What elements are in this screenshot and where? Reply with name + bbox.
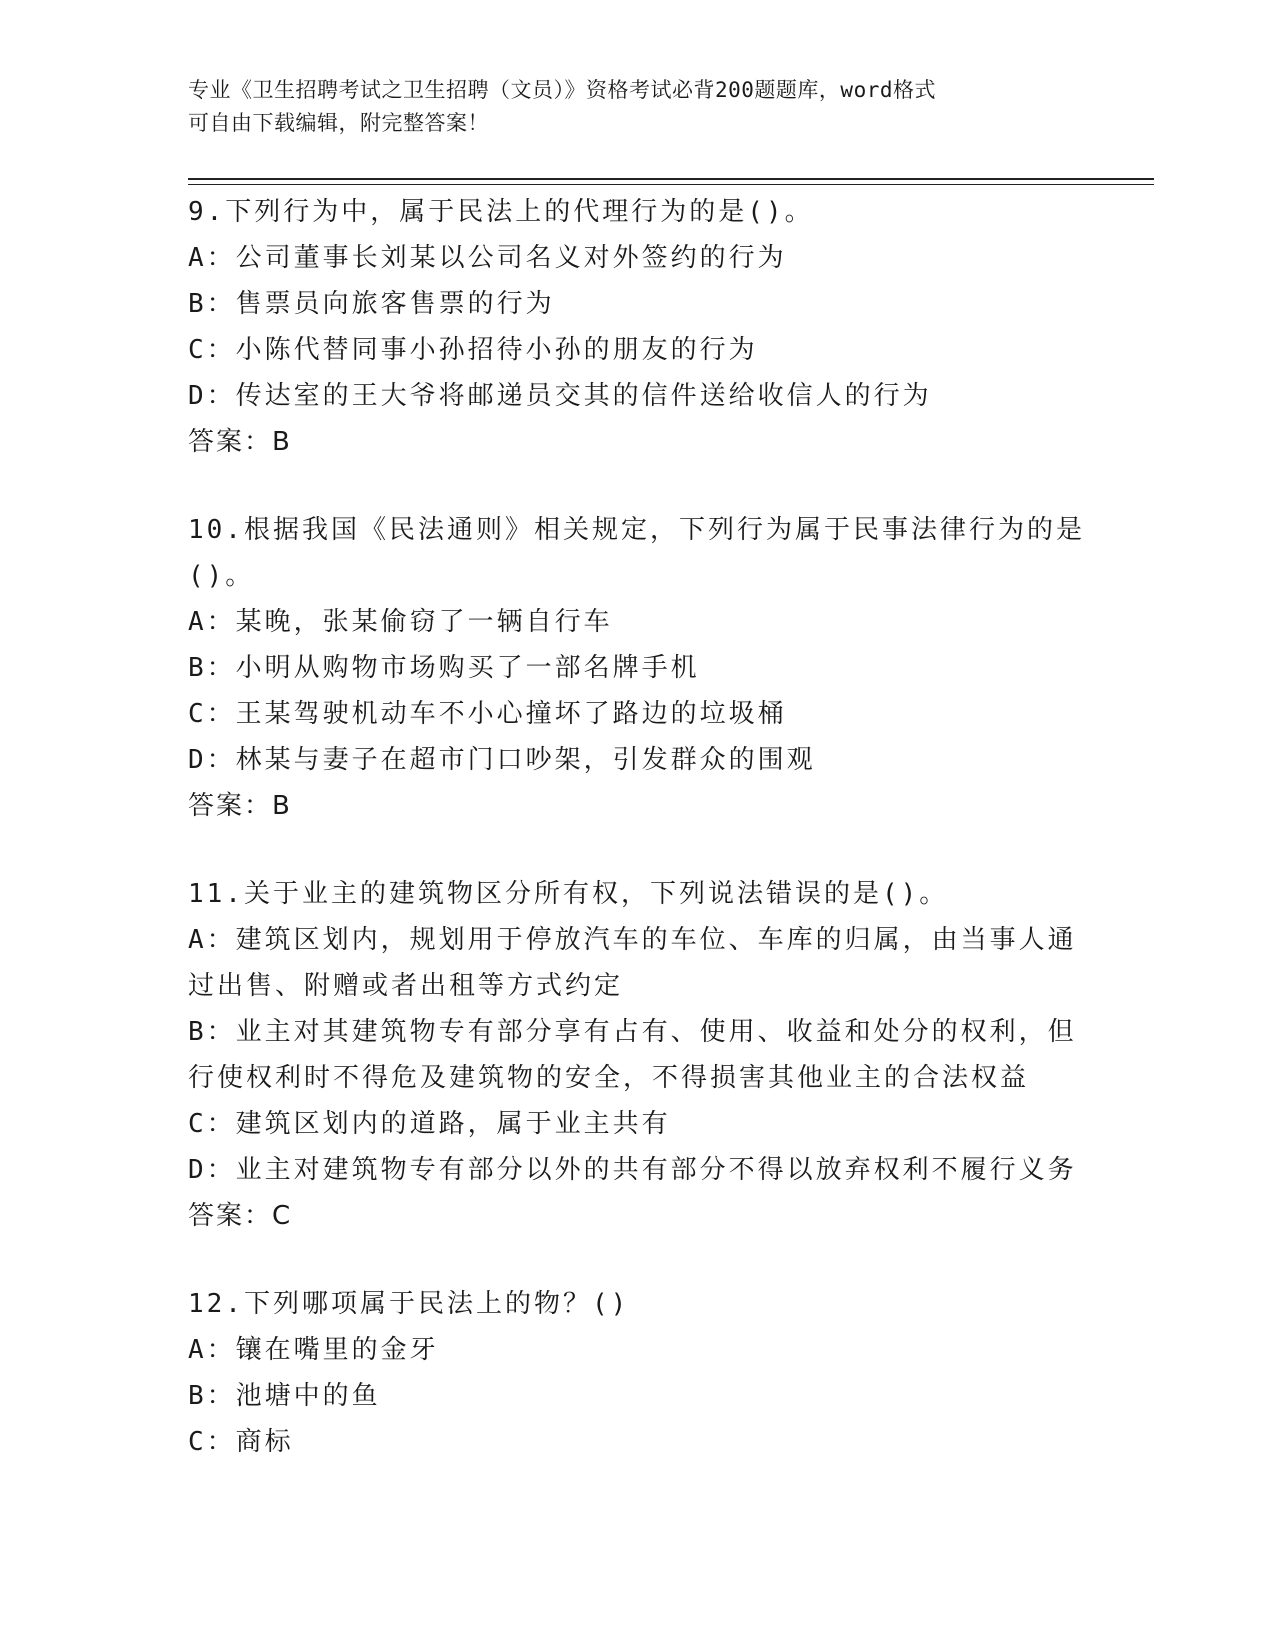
answer-option: C：商标 <box>188 1427 294 1457</box>
question-block <box>188 871 1088 1239</box>
answer-option: B：小明从购物市场购买了一部名牌手机 <box>188 653 700 683</box>
question-block <box>188 1281 1088 1465</box>
answer-option: A：建筑区划内，规划用于停放汽车的车位、车库的归属，由当事人通 <box>188 925 1077 955</box>
question-stem: 11.关于业主的建筑物区分所有权，下列说法错误的是()。 <box>188 879 949 909</box>
answer-option: 行使权利时不得危及建筑物的安全，不得损害其他业主的合法权益 <box>188 1063 1030 1093</box>
header-title-line-2: 可自由下载编辑，附完整答案！ <box>188 111 489 135</box>
question-stem: 12.下列哪项属于民法上的物？() <box>188 1289 630 1319</box>
question-block <box>188 507 1088 829</box>
answer-option: C：王某驾驶机动车不小心撞坏了路边的垃圾桶 <box>188 699 787 729</box>
document-header <box>188 74 1088 140</box>
answer-key: 答案：C <box>188 1201 293 1231</box>
answer-option: A：某晚，张某偷窃了一辆自行车 <box>188 607 613 637</box>
question-block <box>188 189 1088 465</box>
answer-key: 答案：B <box>188 791 292 821</box>
answer-option: A：镶在嘴里的金牙 <box>188 1335 439 1365</box>
answer-option: B：池塘中的鱼 <box>188 1381 381 1411</box>
answer-option: A：公司董事长刘某以公司名义对外签约的行为 <box>188 243 787 273</box>
header-divider-thick <box>188 178 1154 180</box>
question-list <box>188 189 1088 1507</box>
question-stem: 9.下列行为中，属于民法上的代理行为的是()。 <box>188 197 814 227</box>
answer-option: D：林某与妻子在超市门口吵架，引发群众的围观 <box>188 745 816 775</box>
answer-option: C：建筑区划内的道路，属于业主共有 <box>188 1109 671 1139</box>
question-stem: 10.根据我国《民法通则》相关规定，下列行为属于民事法律行为的是 <box>188 515 1085 545</box>
answer-option: B：业主对其建筑物专有部分享有占有、使用、收益和处分的权利，但 <box>188 1017 1077 1047</box>
answer-option: C：小陈代替同事小孙招待小孙的朋友的行为 <box>188 335 758 365</box>
answer-option: 过出售、附赠或者出租等方式约定 <box>188 971 624 1001</box>
answer-option: D：传达室的王大爷将邮递员交其的信件送给收信人的行为 <box>188 381 932 411</box>
answer-option: B：售票员向旅客售票的行为 <box>188 289 555 319</box>
answer-key: 答案：B <box>188 427 292 457</box>
header-title-line-1: 专业《卫生招聘考试之卫生招聘（文员）》资格考试必背200题题库，word格式 <box>188 78 936 102</box>
header-divider-thin <box>188 184 1154 185</box>
question-stem: ()。 <box>188 561 255 591</box>
answer-option: D：业主对建筑物专有部分以外的共有部分不得以放弃权利不履行义务 <box>188 1155 1077 1185</box>
